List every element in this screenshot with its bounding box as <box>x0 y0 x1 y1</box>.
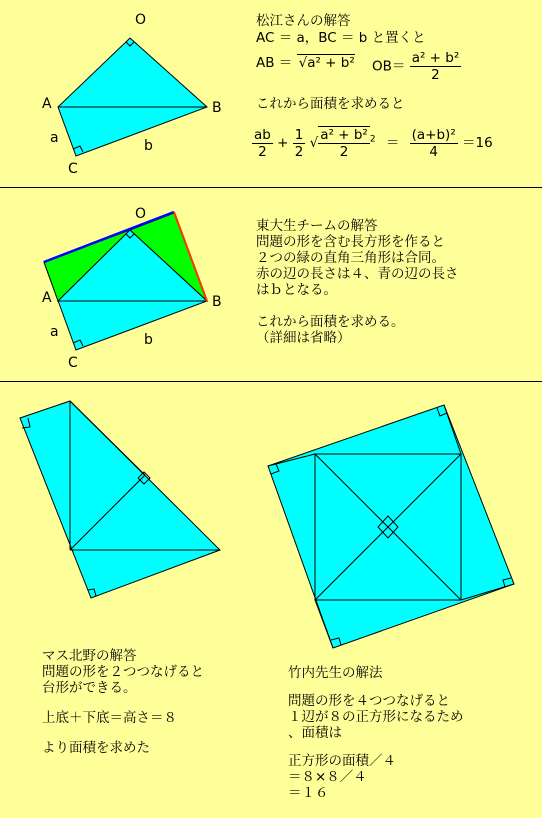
ab-root: √a² + b² <box>298 55 355 71</box>
f1-num: ab <box>254 126 271 143</box>
right-line: 竹内先生の解法 <box>288 665 383 681</box>
trapezoid <box>20 401 220 598</box>
ob-prefix: OB＝ <box>372 58 406 75</box>
quad-1 <box>58 38 207 156</box>
ab-radicand: a² + b² <box>307 55 355 71</box>
ob-num: a² + b² <box>411 50 460 66</box>
ob-den: 2 <box>431 67 440 83</box>
frac-ab2 <box>252 127 273 160</box>
solution1-line3: これから面積を求めると <box>256 96 405 112</box>
label-C-1: C <box>68 161 78 177</box>
f3-den: 2 <box>339 144 349 160</box>
ab-prefix: AB ＝ <box>256 55 293 71</box>
left-line: マス北野の解答 <box>42 648 137 664</box>
frac-result <box>410 127 458 160</box>
right-line: ＝８×８／４ <box>288 769 367 785</box>
frac-half <box>293 127 306 160</box>
solution1-title: 松江さんの解答 <box>256 13 351 29</box>
frac-root <box>318 126 370 160</box>
label-B-2: B <box>212 294 222 310</box>
right-line <box>288 741 464 753</box>
label-b-2: b <box>144 332 153 348</box>
solution2-line: 東大生チームの解答 <box>256 218 378 234</box>
right-line: ＝１６ <box>288 785 329 801</box>
big-square <box>268 405 514 648</box>
left-line: 問題の形を２つつなげると <box>42 664 204 680</box>
solution2-line: はｂとなる。 <box>256 282 337 298</box>
right-line <box>288 681 464 693</box>
solution3-right-text <box>288 665 464 801</box>
label-a-1: a <box>50 130 59 146</box>
label-A-2: A <box>42 290 52 306</box>
f2-den: 2 <box>294 143 304 160</box>
f2-num: 1 <box>294 126 304 143</box>
result-value: ＝16 <box>462 135 493 151</box>
plus-sign: + <box>277 135 289 151</box>
f1-den: 2 <box>258 143 267 160</box>
ob-formula <box>372 50 461 83</box>
solution3-left-text <box>42 648 204 756</box>
solution1-line1: AC ＝ a，BC ＝ b と置くと <box>256 30 426 46</box>
f4-den: 4 <box>429 143 438 160</box>
label-B-1: B <box>212 100 222 116</box>
square-exponent: 2 <box>369 134 376 145</box>
right-line: 正方形の面積／４ <box>288 753 396 769</box>
label-O-1: O <box>135 12 147 28</box>
left-line: より面積を求めた <box>42 740 150 756</box>
area-formula <box>252 126 493 160</box>
right-line: 、面積は <box>288 725 342 741</box>
ab-formula <box>256 55 355 71</box>
ob-fraction <box>410 50 462 83</box>
label-O-2: O <box>135 206 147 222</box>
equals-sign: ＝ <box>385 135 400 151</box>
right-line: 問題の形を４つつなげると <box>288 693 450 709</box>
f4-num: (a+b)² <box>411 126 456 143</box>
solution2-line: 問題の形を含む長方形を作ると <box>256 234 445 250</box>
left-line <box>42 696 204 710</box>
solution2-line: これから面積を求める。 <box>256 314 405 330</box>
solution2-text <box>256 218 459 346</box>
label-A-1: A <box>42 96 52 112</box>
solution2-line: （詳細は省略） <box>256 330 351 346</box>
label-a-2: a <box>50 324 59 340</box>
f3-num: a² + b² <box>320 127 368 143</box>
left-line: 上底＋下底＝高さ＝８ <box>42 710 177 726</box>
solution2-line: 赤の辺の長さは４、青の辺の長さ <box>256 266 459 282</box>
left-line <box>42 726 204 740</box>
left-line: 台形ができる。 <box>42 680 137 696</box>
solution2-line <box>256 298 459 314</box>
right-line: １辺が８の正方形になるため <box>288 709 464 725</box>
sqrt-sign: √ <box>309 135 319 151</box>
label-b-1: b <box>144 138 153 154</box>
quad-2 <box>44 212 207 350</box>
solution2-line: ２つの緑の直角三角形は合同。 <box>256 250 445 266</box>
label-C-2: C <box>68 355 78 371</box>
